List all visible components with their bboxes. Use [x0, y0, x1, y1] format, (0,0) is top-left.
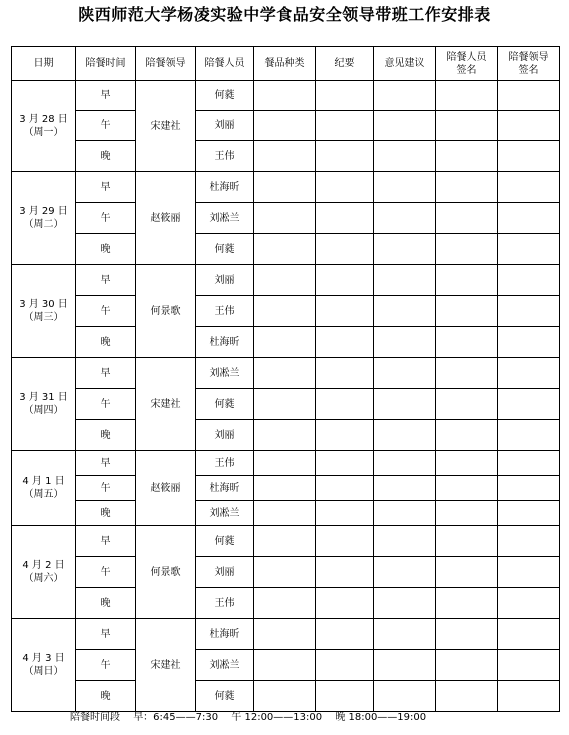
food-type-cell[interactable]	[254, 476, 316, 501]
meal-time-footer	[70, 711, 436, 725]
table-row	[12, 476, 560, 501]
food-type-cell[interactable]	[254, 526, 316, 557]
suggestions-cell[interactable]	[374, 234, 436, 265]
table-row	[12, 234, 560, 265]
leader-signature-cell[interactable]	[498, 650, 560, 681]
weekday-text: （周六）	[23, 573, 64, 584]
staff-signature-cell[interactable]	[436, 588, 498, 619]
table-row	[12, 451, 560, 476]
leader-signature-cell[interactable]	[498, 327, 560, 358]
staff-cell: 王伟	[196, 141, 254, 172]
suggestions-cell[interactable]	[374, 81, 436, 111]
staff-cell: 杜海昕	[196, 172, 254, 203]
table-row	[12, 526, 560, 557]
food-type-cell[interactable]	[254, 420, 316, 451]
notes-cell[interactable]	[316, 501, 374, 526]
meal-time-cell: 早	[76, 619, 136, 650]
footer-dinner: 晚 18:00——19:00	[335, 712, 427, 723]
header-row	[12, 47, 560, 81]
leader-signature-cell[interactable]	[498, 265, 560, 296]
staff-signature-cell[interactable]	[436, 389, 498, 420]
suggestions-cell[interactable]	[374, 265, 436, 296]
meal-time-cell: 早	[76, 81, 136, 111]
leader-signature-cell[interactable]	[498, 172, 560, 203]
table-row	[12, 501, 560, 526]
meal-time-cell: 午	[76, 476, 136, 501]
food-type-cell[interactable]	[254, 358, 316, 389]
staff-cell: 刘凇兰	[196, 501, 254, 526]
header-suggestions: 意见建议	[374, 47, 436, 81]
notes-cell[interactable]	[316, 234, 374, 265]
suggestions-cell[interactable]	[374, 557, 436, 588]
meal-time-cell: 早	[76, 451, 136, 476]
table-row	[12, 265, 560, 296]
staff-cell: 刘凇兰	[196, 650, 254, 681]
leader-signature-cell[interactable]	[498, 81, 560, 111]
meal-time-cell: 午	[76, 111, 136, 141]
staff-cell: 刘丽	[196, 111, 254, 141]
table-row	[12, 557, 560, 588]
date-cell	[12, 265, 76, 358]
staff-signature-cell[interactable]	[436, 681, 498, 712]
staff-cell: 刘丽	[196, 265, 254, 296]
date-text: 4 月 3 日	[22, 653, 65, 664]
meal-time-cell: 晚	[76, 501, 136, 526]
suggestions-cell[interactable]	[374, 111, 436, 141]
meal-time-cell: 午	[76, 557, 136, 588]
staff-cell: 杜海昕	[196, 476, 254, 501]
header-leader-signature: 陪餐领导 签名	[498, 47, 560, 81]
staff-cell: 何蕤	[196, 526, 254, 557]
suggestions-cell[interactable]	[374, 526, 436, 557]
staff-signature-cell[interactable]	[436, 476, 498, 501]
food-type-cell[interactable]	[254, 172, 316, 203]
suggestions-cell[interactable]	[374, 141, 436, 172]
weekday-text: （周三）	[23, 312, 64, 323]
leader-cell: 宋建社	[136, 358, 196, 451]
suggestions-cell[interactable]	[374, 358, 436, 389]
staff-signature-cell[interactable]	[436, 141, 498, 172]
food-type-cell[interactable]	[254, 234, 316, 265]
table-row	[12, 389, 560, 420]
table-row	[12, 650, 560, 681]
meal-time-cell: 午	[76, 203, 136, 234]
table-row	[12, 172, 560, 203]
meal-time-cell: 晚	[76, 420, 136, 451]
leader-signature-cell[interactable]	[498, 234, 560, 265]
date-text: 4 月 2 日	[22, 560, 65, 571]
food-type-cell[interactable]	[254, 681, 316, 712]
leader-signature-cell[interactable]	[498, 141, 560, 172]
suggestions-cell[interactable]	[374, 476, 436, 501]
staff-cell: 杜海昕	[196, 619, 254, 650]
meal-time-cell: 早	[76, 526, 136, 557]
header-date: 日期	[12, 47, 76, 81]
notes-cell[interactable]	[316, 526, 374, 557]
leader-signature-cell[interactable]	[498, 296, 560, 327]
notes-cell[interactable]	[316, 141, 374, 172]
meal-time-cell: 早	[76, 358, 136, 389]
date-text: 3 月 30 日	[19, 299, 68, 310]
leader-cell: 赵筱丽	[136, 451, 196, 526]
notes-cell[interactable]	[316, 476, 374, 501]
notes-cell[interactable]	[316, 327, 374, 358]
table-row	[12, 420, 560, 451]
date-cell	[12, 619, 76, 712]
suggestions-cell[interactable]	[374, 389, 436, 420]
suggestions-cell[interactable]	[374, 172, 436, 203]
suggestions-cell[interactable]	[374, 650, 436, 681]
notes-cell[interactable]	[316, 172, 374, 203]
notes-cell[interactable]	[316, 681, 374, 712]
notes-cell[interactable]	[316, 451, 374, 476]
food-type-cell[interactable]	[254, 650, 316, 681]
schedule-table	[11, 46, 560, 712]
meal-time-cell: 晚	[76, 234, 136, 265]
food-type-cell[interactable]	[254, 327, 316, 358]
header-leader: 陪餐领导	[136, 47, 196, 81]
notes-cell[interactable]	[316, 358, 374, 389]
table-row	[12, 588, 560, 619]
leader-signature-cell[interactable]	[498, 358, 560, 389]
date-cell	[12, 526, 76, 619]
suggestions-cell[interactable]	[374, 420, 436, 451]
leader-signature-cell[interactable]	[498, 588, 560, 619]
staff-signature-cell[interactable]	[436, 557, 498, 588]
leader-cell: 宋建社	[136, 619, 196, 712]
leader-signature-cell[interactable]	[498, 619, 560, 650]
meal-time-cell: 早	[76, 172, 136, 203]
meal-time-cell: 午	[76, 389, 136, 420]
leader-signature-cell[interactable]	[498, 111, 560, 141]
weekday-text: （周日）	[23, 666, 64, 677]
table-row	[12, 141, 560, 172]
food-type-cell[interactable]	[254, 451, 316, 476]
staff-signature-cell[interactable]	[436, 526, 498, 557]
staff-cell: 刘凇兰	[196, 203, 254, 234]
notes-cell[interactable]	[316, 203, 374, 234]
weekday-text: （周二）	[23, 219, 64, 230]
notes-cell[interactable]	[316, 619, 374, 650]
food-type-cell[interactable]	[254, 111, 316, 141]
header-notes: 纪要	[316, 47, 374, 81]
staff-signature-cell[interactable]	[436, 420, 498, 451]
suggestions-cell[interactable]	[374, 588, 436, 619]
date-text: 3 月 28 日	[19, 114, 68, 125]
document-title: 陕西师范大学杨凌实验中学食品安全领导带班工作安排表	[78, 5, 491, 24]
leader-cell: 赵筱丽	[136, 172, 196, 265]
footer-label: 陪餐时间段	[70, 712, 120, 723]
notes-cell[interactable]	[316, 650, 374, 681]
food-type-cell[interactable]	[254, 296, 316, 327]
staff-cell: 刘凇兰	[196, 358, 254, 389]
suggestions-cell[interactable]	[374, 327, 436, 358]
meal-time-cell: 早	[76, 265, 136, 296]
staff-signature-cell[interactable]	[436, 265, 498, 296]
suggestions-cell[interactable]	[374, 296, 436, 327]
meal-time-cell: 晚	[76, 327, 136, 358]
date-cell	[12, 81, 76, 172]
meal-time-cell: 晚	[76, 681, 136, 712]
table-row	[12, 111, 560, 141]
meal-time-cell: 晚	[76, 588, 136, 619]
staff-cell: 刘丽	[196, 557, 254, 588]
footer-breakfast: 早：6:45——7:30	[133, 712, 219, 723]
leader-signature-cell[interactable]	[498, 476, 560, 501]
suggestions-cell[interactable]	[374, 451, 436, 476]
leader-cell: 宋建社	[136, 81, 196, 172]
meal-time-cell: 晚	[76, 141, 136, 172]
header-staff: 陪餐人员	[196, 47, 254, 81]
staff-signature-cell[interactable]	[436, 358, 498, 389]
leader-signature-cell[interactable]	[498, 203, 560, 234]
notes-cell[interactable]	[316, 420, 374, 451]
table-row	[12, 681, 560, 712]
notes-cell[interactable]	[316, 389, 374, 420]
header-food-type: 餐品种类	[254, 47, 316, 81]
suggestions-cell[interactable]	[374, 501, 436, 526]
date-text: 4 月 1 日	[22, 476, 65, 487]
notes-cell[interactable]	[316, 557, 374, 588]
header-meal-time: 陪餐时间	[76, 47, 136, 81]
food-type-cell[interactable]	[254, 501, 316, 526]
suggestions-cell[interactable]	[374, 619, 436, 650]
footer-lunch: 午 12:00——13:00	[231, 712, 323, 723]
weekday-text: （周一）	[23, 127, 64, 138]
table-row	[12, 81, 560, 111]
staff-signature-cell[interactable]	[436, 203, 498, 234]
date-cell	[12, 358, 76, 451]
notes-cell[interactable]	[316, 296, 374, 327]
leader-signature-cell[interactable]	[498, 557, 560, 588]
leader-signature-cell[interactable]	[498, 451, 560, 476]
table-row	[12, 296, 560, 327]
food-type-cell[interactable]	[254, 203, 316, 234]
food-type-cell[interactable]	[254, 265, 316, 296]
food-type-cell[interactable]	[254, 389, 316, 420]
leader-cell: 何景歌	[136, 265, 196, 358]
staff-cell: 王伟	[196, 451, 254, 476]
staff-cell: 何蕤	[196, 681, 254, 712]
staff-cell: 何蕤	[196, 234, 254, 265]
food-type-cell[interactable]	[254, 81, 316, 111]
food-type-cell[interactable]	[254, 557, 316, 588]
staff-signature-cell[interactable]	[436, 619, 498, 650]
suggestions-cell[interactable]	[374, 203, 436, 234]
leader-cell: 何景歌	[136, 526, 196, 619]
meal-time-cell: 午	[76, 650, 136, 681]
notes-cell[interactable]	[316, 81, 374, 111]
staff-cell: 王伟	[196, 296, 254, 327]
staff-cell: 王伟	[196, 588, 254, 619]
staff-signature-cell[interactable]	[436, 650, 498, 681]
date-cell	[12, 172, 76, 265]
leader-signature-cell[interactable]	[498, 526, 560, 557]
leader-signature-cell[interactable]	[498, 420, 560, 451]
staff-cell: 何蕤	[196, 81, 254, 111]
notes-cell[interactable]	[316, 111, 374, 141]
leader-signature-cell[interactable]	[498, 501, 560, 526]
weekday-text: （周四）	[23, 405, 64, 416]
staff-signature-cell[interactable]	[436, 451, 498, 476]
table-row	[12, 327, 560, 358]
staff-signature-cell[interactable]	[436, 327, 498, 358]
date-cell	[12, 451, 76, 526]
staff-cell: 杜海昕	[196, 327, 254, 358]
food-type-cell[interactable]	[254, 588, 316, 619]
leader-signature-cell[interactable]	[498, 389, 560, 420]
header-staff-signature: 陪餐人员 签名	[436, 47, 498, 81]
staff-signature-cell[interactable]	[436, 111, 498, 141]
suggestions-cell[interactable]	[374, 681, 436, 712]
date-text: 3 月 29 日	[19, 206, 68, 217]
staff-signature-cell[interactable]	[436, 296, 498, 327]
staff-signature-cell[interactable]	[436, 234, 498, 265]
staff-signature-cell[interactable]	[436, 81, 498, 111]
staff-cell: 刘丽	[196, 420, 254, 451]
staff-cell: 何蕤	[196, 389, 254, 420]
table-row	[12, 358, 560, 389]
weekday-text: （周五）	[23, 489, 64, 500]
date-text: 3 月 31 日	[19, 392, 68, 403]
leader-signature-cell[interactable]	[498, 681, 560, 712]
table-row	[12, 203, 560, 234]
table-row	[12, 619, 560, 650]
food-type-cell[interactable]	[254, 619, 316, 650]
staff-signature-cell[interactable]	[436, 501, 498, 526]
meal-time-cell: 午	[76, 296, 136, 327]
notes-cell[interactable]	[316, 588, 374, 619]
notes-cell[interactable]	[316, 265, 374, 296]
food-type-cell[interactable]	[254, 141, 316, 172]
staff-signature-cell[interactable]	[436, 172, 498, 203]
